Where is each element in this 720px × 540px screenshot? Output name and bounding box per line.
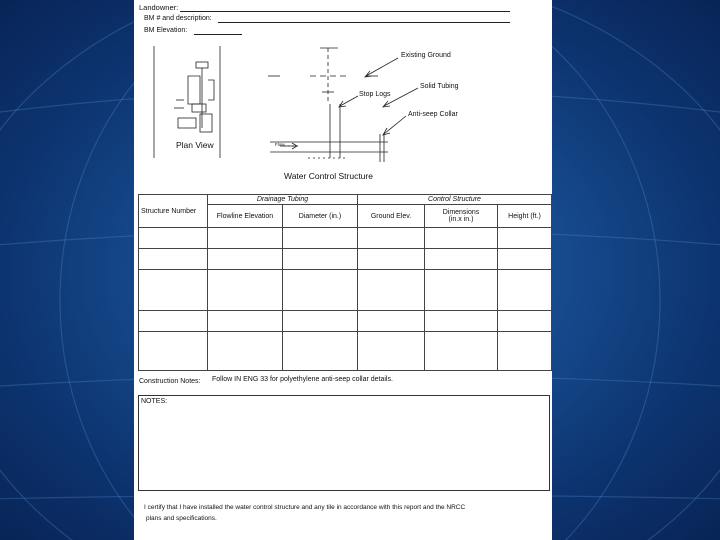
diagram-title: Water Control Structure bbox=[284, 171, 373, 181]
water-control-structure-diagram bbox=[134, 0, 552, 190]
table-row bbox=[139, 332, 552, 371]
table-cell[interactable] bbox=[425, 228, 498, 249]
table-cell[interactable] bbox=[283, 228, 358, 249]
header-height: Height (ft.) bbox=[498, 205, 552, 228]
table-cell[interactable] bbox=[208, 249, 283, 270]
header-dimensions-line1: Dimensions bbox=[442, 209, 480, 216]
table-cell[interactable] bbox=[358, 270, 425, 311]
table-row bbox=[139, 249, 552, 270]
table-cell[interactable] bbox=[498, 270, 552, 311]
bm-elevation-label: BM Elevation: bbox=[144, 27, 188, 34]
solid-tubing-label: Solid Tubing bbox=[420, 83, 459, 90]
table-cell[interactable] bbox=[139, 332, 208, 371]
table-cell[interactable] bbox=[283, 249, 358, 270]
table-row bbox=[139, 311, 552, 332]
flow-label: Flow bbox=[275, 142, 285, 147]
table-cell[interactable] bbox=[283, 332, 358, 371]
table-cell[interactable] bbox=[425, 332, 498, 371]
certification-line2: plans and specifications. bbox=[146, 515, 217, 522]
bm-description-label: BM # and description: bbox=[144, 15, 212, 22]
table-row bbox=[139, 228, 552, 249]
table-cell[interactable] bbox=[498, 249, 552, 270]
header-structure-number: Structure Number bbox=[139, 195, 208, 228]
landowner-label: Landowner: bbox=[139, 3, 179, 12]
table-cell[interactable] bbox=[283, 270, 358, 311]
table-cell[interactable] bbox=[208, 228, 283, 249]
table-row bbox=[139, 270, 552, 311]
stop-logs-label: Stop Logs bbox=[359, 91, 391, 98]
table-cell[interactable] bbox=[498, 228, 552, 249]
existing-ground-label: Existing Ground bbox=[401, 52, 451, 59]
table-cell[interactable] bbox=[208, 332, 283, 371]
table-cell[interactable] bbox=[139, 228, 208, 249]
notes-label: NOTES: bbox=[141, 398, 168, 405]
table-cell[interactable] bbox=[283, 311, 358, 332]
construction-notes-label: Construction Notes: bbox=[139, 378, 201, 385]
table-cell[interactable] bbox=[358, 311, 425, 332]
table-cell[interactable] bbox=[208, 270, 283, 311]
table-cell[interactable] bbox=[425, 249, 498, 270]
table-cell[interactable] bbox=[139, 270, 208, 311]
table-cell[interactable] bbox=[358, 249, 425, 270]
table-cell[interactable] bbox=[358, 332, 425, 371]
table-cell[interactable] bbox=[139, 311, 208, 332]
header-dimensions bbox=[425, 205, 498, 228]
form-page bbox=[134, 0, 552, 540]
header-control-structure: Control Structure bbox=[358, 195, 552, 205]
structure-table bbox=[138, 194, 552, 371]
construction-notes-text: Follow IN ENG 33 for polyethylene anti-seep collar details. bbox=[212, 376, 393, 383]
table-cell[interactable] bbox=[498, 311, 552, 332]
header-ground-elev: Ground Elev. bbox=[358, 205, 425, 228]
certification-line1: I certify that I have installed the water control structure and any tile in accordance with this report and the NRCC bbox=[144, 504, 466, 511]
header-flowline-elevation: Flowline Elevation bbox=[208, 205, 283, 228]
table-cell[interactable] bbox=[139, 249, 208, 270]
table-cell[interactable] bbox=[425, 311, 498, 332]
header-diameter: Diameter (in.) bbox=[283, 205, 358, 228]
table-cell[interactable] bbox=[498, 332, 552, 371]
table-cell[interactable] bbox=[425, 270, 498, 311]
table-cell[interactable] bbox=[208, 311, 283, 332]
anti-seep-collar-label: Anti-seep Collar bbox=[408, 111, 458, 118]
header-dimensions-line2: (in.x in.) bbox=[448, 216, 474, 223]
plan-view-label: Plan View bbox=[176, 140, 214, 150]
table-cell[interactable] bbox=[358, 228, 425, 249]
notes-box[interactable] bbox=[138, 395, 550, 491]
header-drainage-tubing: Drainage Tubing bbox=[208, 195, 358, 205]
